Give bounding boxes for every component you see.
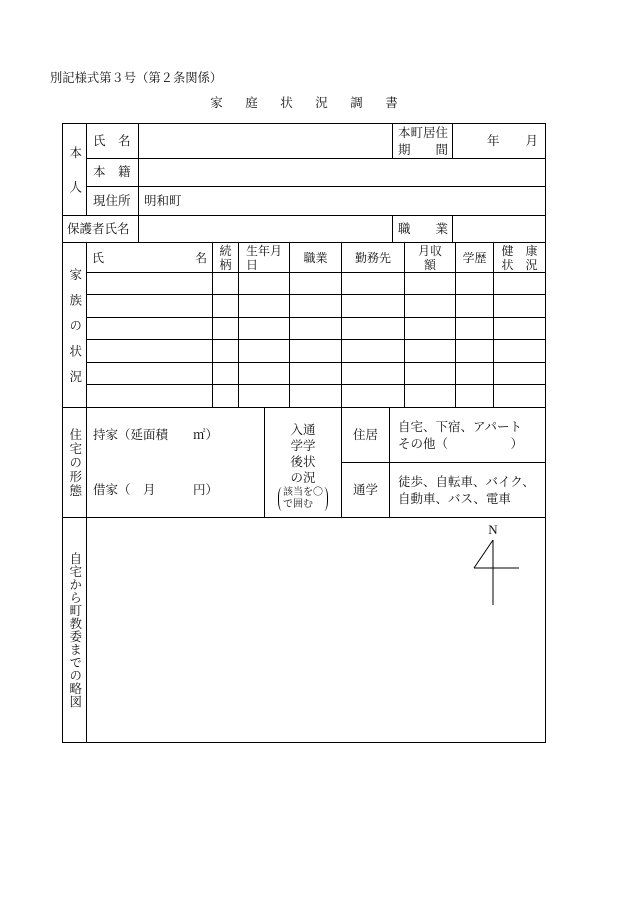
family-row <box>87 385 545 408</box>
residence-period-value-cell <box>453 124 545 159</box>
residence-period-label-line2: 期 間 <box>398 142 449 157</box>
family-occupation-cell <box>290 340 342 362</box>
family-row <box>87 340 545 363</box>
family-workplace-cell <box>342 295 405 317</box>
address-label-cell <box>87 187 139 216</box>
family-income-cell <box>405 318 456 339</box>
north-arrow-diagonal <box>474 540 493 568</box>
family-health-cell <box>494 385 545 407</box>
right-bracket <box>324 487 328 511</box>
guardian-name-label-cell <box>63 216 139 243</box>
family-header-relationship <box>213 243 239 272</box>
family-section-label: 家族の状況 <box>67 267 83 396</box>
family-workplace-cell <box>342 273 405 294</box>
family-health-cell <box>494 273 545 294</box>
family-header-row <box>87 243 545 273</box>
family-header-name-last: 名 <box>194 250 207 265</box>
family-name-cell <box>87 273 213 294</box>
family-name-cell <box>87 318 213 339</box>
family-workplace-cell <box>342 363 405 384</box>
family-income-cell <box>405 363 456 384</box>
circle-instruction-line1: 該当を〇 <box>283 487 323 498</box>
map-section-label: 自宅から町教委までの略図 <box>67 552 83 709</box>
family-header-monthly-income <box>405 243 456 272</box>
circle-instruction-note <box>278 487 328 511</box>
family-workplace-cell <box>342 385 405 407</box>
family-income-cell <box>405 273 456 294</box>
family-header-health-line1: 健 康 <box>501 243 538 258</box>
address-label: 現住所 <box>93 192 131 208</box>
form-number: 別記様式第３号（第２条関係） <box>50 71 223 85</box>
family-education-cell <box>456 273 494 294</box>
family-occupation-cell <box>290 273 342 294</box>
family-birth-date-cell <box>239 295 290 317</box>
left-bracket <box>278 487 282 511</box>
commute-options-line2: 自動車、バス、電車 <box>398 491 511 506</box>
family-income-cell <box>405 385 456 407</box>
owned-house-label: 持家（延面積 ㎡） <box>93 427 219 443</box>
family-education-cell <box>456 340 494 362</box>
domicile-value-cell <box>139 159 545 187</box>
family-header-health-line2: 状 況 <box>501 257 538 272</box>
family-name-cell <box>87 295 213 317</box>
family-education-cell <box>456 295 494 317</box>
family-birth-date-cell <box>239 340 290 362</box>
family-header-relationship-text: 続柄 <box>219 243 232 272</box>
map-sketch-area <box>87 518 545 742</box>
north-label: N <box>488 522 498 537</box>
family-income-cell <box>405 295 456 317</box>
residence-type-label: 住居 <box>352 426 378 442</box>
family-header-occupation-text: 職業 <box>303 250 328 265</box>
family-health-cell <box>494 363 545 384</box>
family-health-cell <box>494 318 545 339</box>
address-value-cell <box>139 187 545 216</box>
family-education-cell <box>456 363 494 384</box>
family-occupation-cell <box>290 385 342 407</box>
family-relationship-cell <box>213 273 239 294</box>
guardian-occupation-value-cell <box>453 216 545 243</box>
family-header-workplace-text: 勤務先 <box>354 250 391 265</box>
map-section-label-cell <box>63 518 87 742</box>
domicile-label-cell <box>87 159 139 187</box>
address-value: 明和町 <box>144 192 182 208</box>
family-header-health <box>494 243 545 272</box>
guardian-occupation-label-cell <box>393 216 453 243</box>
year-unit: 年 <box>487 132 500 148</box>
family-relationship-cell <box>213 295 239 317</box>
commute-label: 通学 <box>352 481 378 497</box>
month-unit: 月 <box>525 132 539 148</box>
guardian-occupation-label: 職 業 <box>398 220 449 236</box>
family-income-cell <box>405 340 456 362</box>
family-occupation-cell <box>290 318 342 339</box>
commute-label-cell <box>342 463 390 518</box>
name-label: 氏 名 <box>93 132 131 148</box>
name-value-cell <box>139 124 393 159</box>
family-relationship-cell <box>213 385 239 407</box>
family-header-education-text: 学歴 <box>462 250 487 265</box>
rented-house-cell <box>87 463 265 518</box>
family-name-cell <box>87 385 213 407</box>
residence-period-label-line1: 本町居住 <box>398 125 449 140</box>
family-row <box>87 318 545 340</box>
residence-options-line2: その他（ ） <box>398 436 524 451</box>
commute-options-cell <box>390 463 545 518</box>
person-section-label: 本人 <box>67 146 83 215</box>
family-section-label-cell <box>63 243 87 408</box>
residence-period-label-cell <box>393 124 453 159</box>
family-status-form <box>62 123 546 743</box>
post-enrollment-label-line: 学学 <box>290 438 316 453</box>
family-health-cell <box>494 295 545 317</box>
name-label-cell <box>87 124 139 159</box>
circle-instruction-line2: で囲む <box>283 499 313 510</box>
post-enrollment-label-line: の況 <box>290 470 316 485</box>
housing-section-label: 住宅の形態 <box>67 428 83 499</box>
family-relationship-cell <box>213 363 239 384</box>
family-row <box>87 273 545 295</box>
family-workplace-cell <box>342 318 405 339</box>
family-workplace-cell <box>342 340 405 362</box>
family-education-cell <box>456 385 494 407</box>
family-name-cell <box>87 363 213 384</box>
family-row <box>87 295 545 318</box>
domicile-label: 本 籍 <box>93 164 131 180</box>
family-header-name-first: 氏 <box>92 250 105 265</box>
family-row <box>87 363 545 385</box>
person-section-label-cell <box>63 124 87 216</box>
post-enrollment-label-line: 後状 <box>290 454 316 469</box>
family-name-cell <box>87 340 213 362</box>
family-relationship-cell <box>213 318 239 339</box>
commute-options-line1: 徒歩、自転車、バイク、 <box>398 474 535 489</box>
north-arrow-icon <box>467 518 527 613</box>
post-enrollment-label-line: 入通 <box>290 422 316 437</box>
residence-type-options-cell <box>390 408 545 463</box>
family-birth-date-cell <box>239 273 290 294</box>
family-header-education <box>456 243 494 272</box>
form-title: 家 庭 状 況 調 書 <box>210 95 403 110</box>
family-header-workplace <box>342 243 405 272</box>
family-header-name <box>87 243 213 272</box>
family-header-birth-date <box>239 243 290 272</box>
family-occupation-cell <box>290 295 342 317</box>
residence-type-label-cell <box>342 408 390 463</box>
family-relationship-cell <box>213 340 239 362</box>
family-header-birth-date-text: 生年月日 <box>246 243 283 272</box>
guardian-name-value-cell <box>139 216 393 243</box>
family-header-occupation <box>290 243 342 272</box>
circle-instruction-text <box>283 487 323 511</box>
family-birth-date-cell <box>239 385 290 407</box>
family-birth-date-cell <box>239 363 290 384</box>
family-education-cell <box>456 318 494 339</box>
residence-options-line1: 自宅、下宿、アパート <box>398 419 523 434</box>
family-occupation-cell <box>290 363 342 384</box>
post-enrollment-status-label-cell <box>265 408 342 518</box>
family-health-cell <box>494 340 545 362</box>
family-header-monthly-income-text: 月収額 <box>417 243 442 272</box>
guardian-name-label: 保護者氏名 <box>67 220 130 236</box>
rented-house-label: 借家（ 月 円） <box>93 481 219 497</box>
owned-house-cell <box>87 408 265 463</box>
housing-section-label-cell <box>63 408 87 518</box>
family-birth-date-cell <box>239 318 290 339</box>
